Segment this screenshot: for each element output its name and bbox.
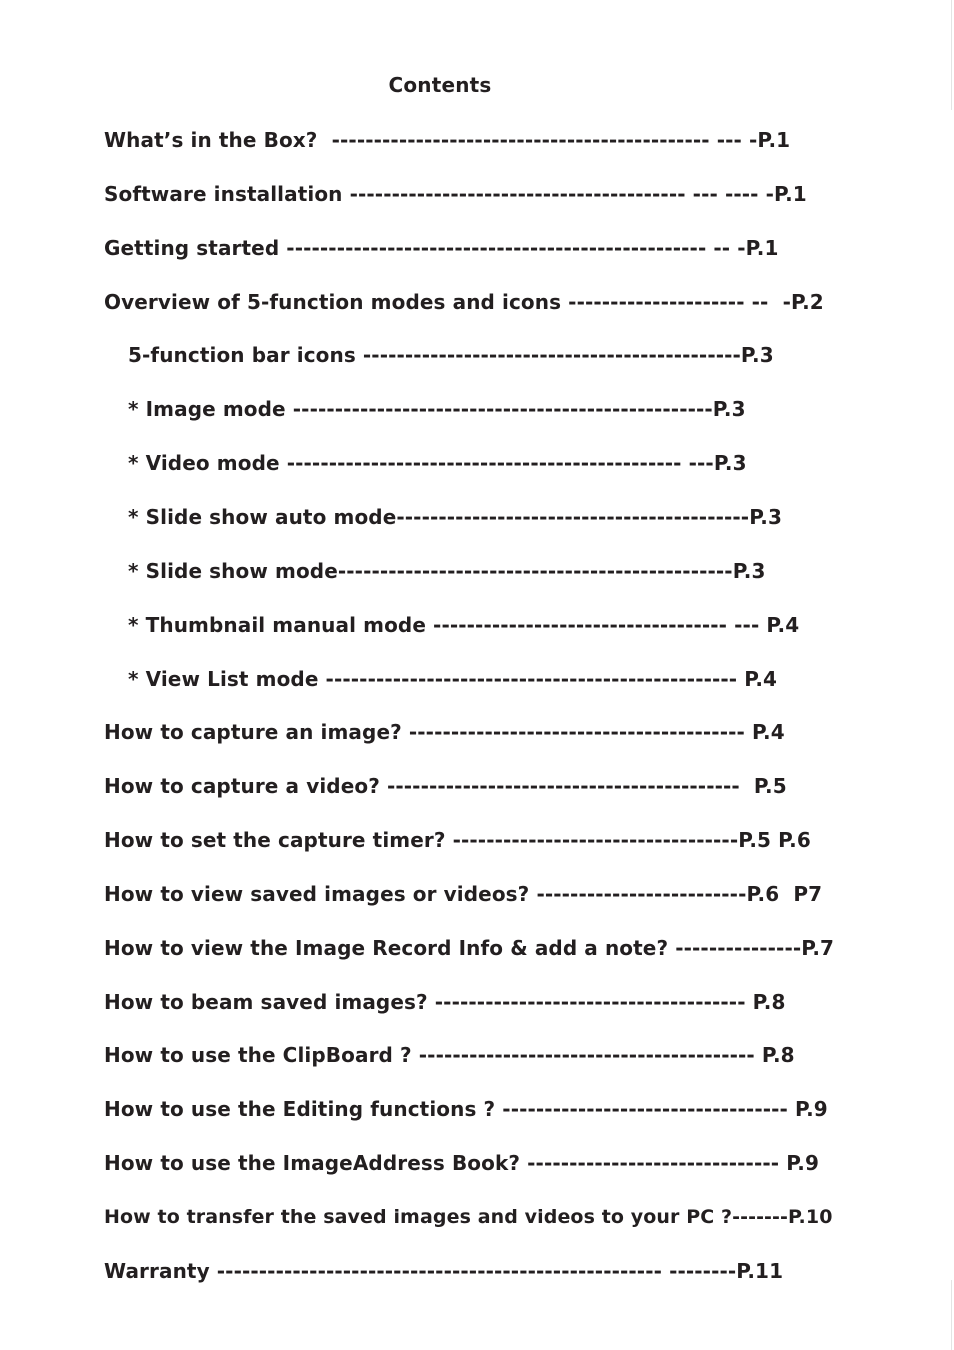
toc-entry-function-bar-icons: 5-function bar icons ---------------------------------------------P.3 [128,343,774,367]
toc-entry-transfer-to-pc: How to transfer the saved images and videos to your PC ?-------P.10 [104,1206,833,1228]
toc-entry-view-list-mode: * View List mode ------------------------------------------------- P.4 [128,667,778,691]
toc-entry-record-info-note: How to view the Image Record Info & add a note? ---------------P.7 [104,936,835,960]
page-edge-line-bottom [951,1280,952,1350]
toc-entry-video-mode: * Video mode ----------------------------------------------- ---P.3 [128,451,747,475]
toc-entry-software-installation: Software installation ---------------------------------------- --- ---- -P.1 [104,182,807,206]
toc-entry-warranty: Warranty ----------------------------------------------------- --------P.11 [104,1259,784,1283]
toc-entry-beam-images: How to beam saved images? ------------------------------------- P.8 [104,990,786,1014]
toc-entry-capture-video: How to capture a video? ------------------------------------------ P.5 [104,774,787,798]
toc-entry-slide-show-auto-mode: * Slide show auto mode------------------------------------------P.3 [128,505,782,529]
toc-entry-slide-show-mode: * Slide show mode-----------------------------------------------P.3 [128,559,766,583]
toc-entry-clipboard: How to use the ClipBoard ? ---------------------------------------- P.8 [104,1043,795,1067]
toc-entry-thumbnail-manual-mode: * Thumbnail manual mode ----------------------------------- --- P.4 [128,613,800,637]
toc-entry-capture-timer: How to set the capture timer? ----------------------------------P.5 P.6 [104,828,811,852]
contents-title: Contents [388,73,492,97]
toc-entry-image-address-book: How to use the ImageAddress Book? ------------------------------ P.9 [104,1151,820,1175]
toc-entry-editing-functions: How to use the Editing functions ? ---------------------------------- P.9 [104,1097,828,1121]
toc-entry-getting-started: Getting started -------------------------------------------------- -- -P.1 [104,236,779,260]
toc-entry-image-mode: * Image mode --------------------------------------------------P.3 [128,397,746,421]
toc-entry-whats-in-the-box: What’s in the Box? --------------------------------------------- --- -P.1 [104,128,791,152]
page-edge-line-top [951,0,952,110]
toc-entry-overview-modes-icons: Overview of 5-function modes and icons --------------------- -- -P.2 [104,290,824,314]
toc-entry-view-saved: How to view saved images or videos? -------------------------P.6 P7 [104,882,823,906]
toc-entry-capture-image: How to capture an image? ---------------------------------------- P.4 [104,720,785,744]
